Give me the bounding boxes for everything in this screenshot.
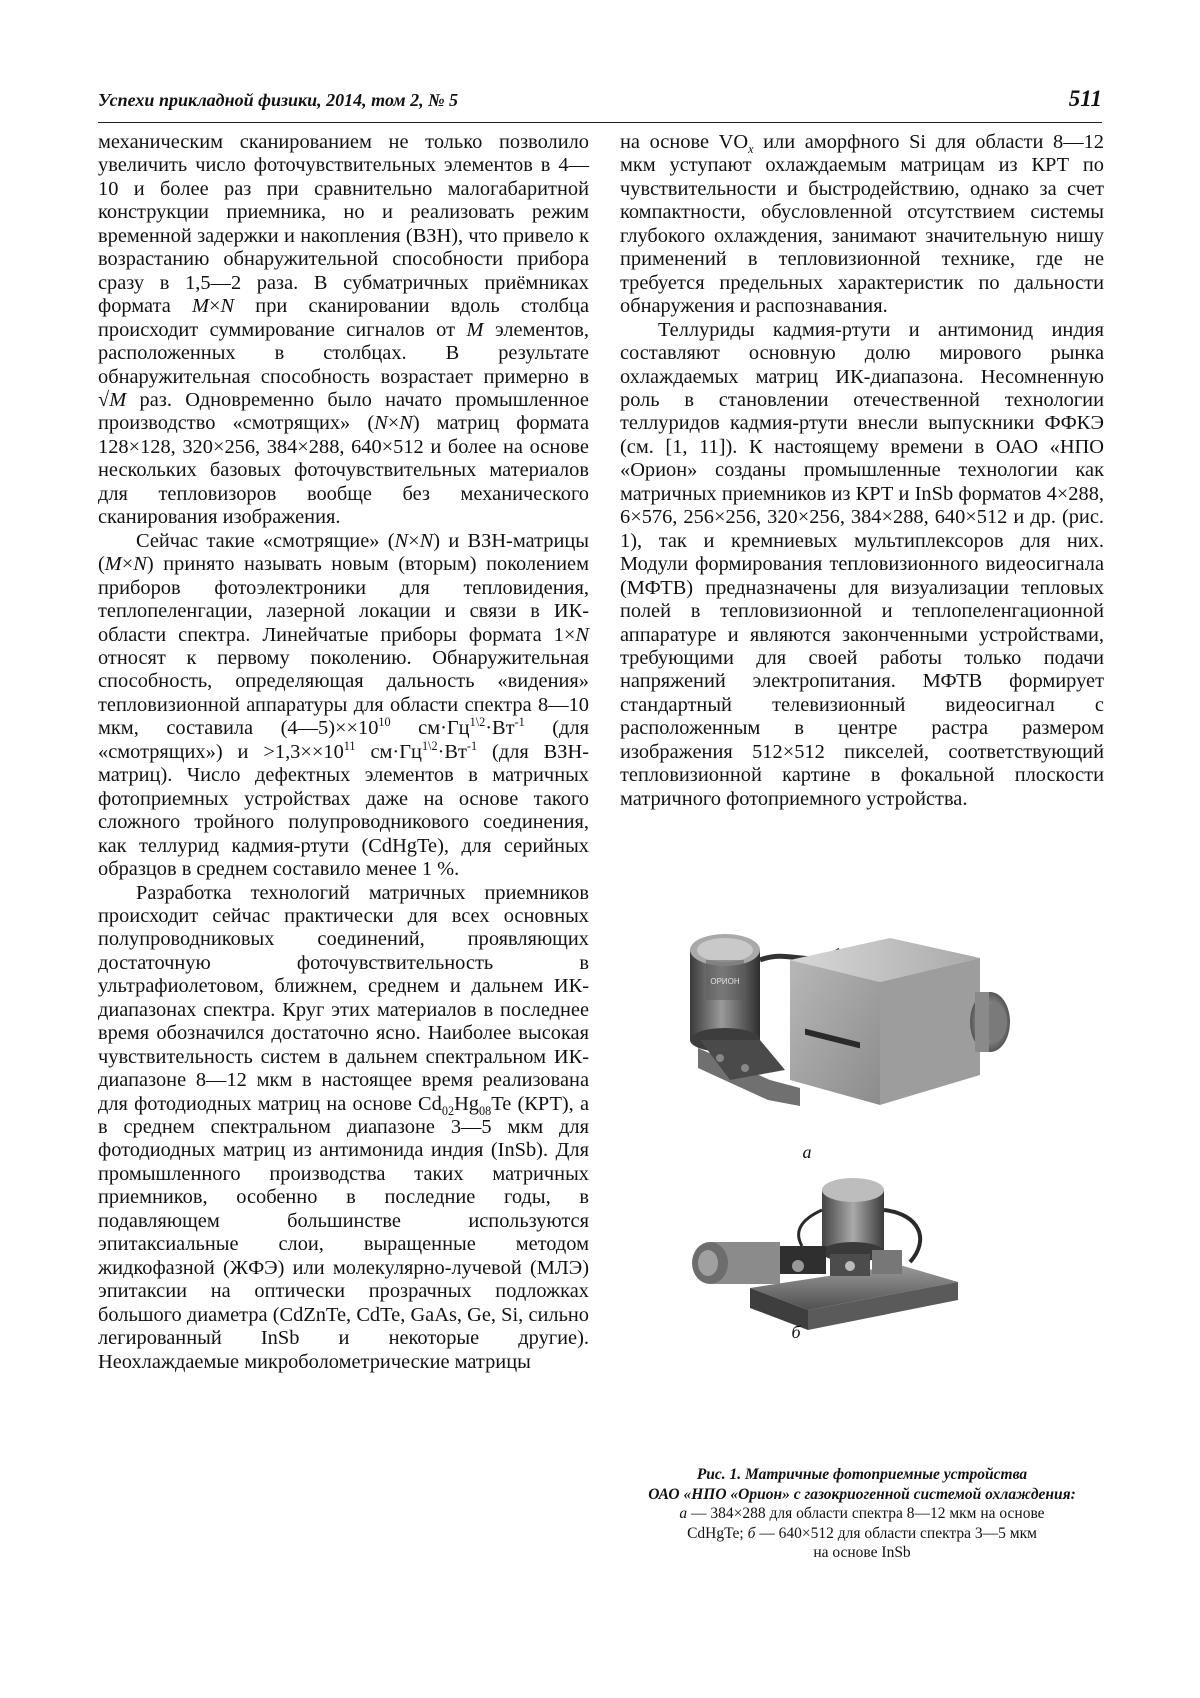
paragraph-left-1: механическим сканированием не только позволило увеличить число фоточувствительных элементов в 4—10 и более раз при сравнительно малогабаритной конструкции приемника, но и реализовать режим временной задержки и накопления (ВЗН), что привело к возрастанию обнаружительной способности прибора сразу в 1,5—2 раза. В субматричных приёмниках формата M×N при сканировании вдоль столбца происходит суммирование сигналов от M элементов, расположенных в столбцах. В результате обнаружительная способность возрастает примерно в √M раз. Одновременно было начато промышленное производство «смотрящих» (N×N) матриц формата 128×128, 320×256, 384×288, 640×512 и более на основе нескольких базовых фоточувствительных материалов для тепловизоров вообще без механического сканирования изображения. [98,131,590,529]
figure-photo-b [690,1170,960,1340]
left-column [98,131,589,1374]
running-header [98,86,1102,116]
page-number: 511 [1068,86,1102,111]
caption-title-line-1: Рис. 1. Матричные фотоприемные устройства [696,1466,1028,1483]
paragraph-left-3: Разработка технологий матричных приемников происходит сейчас практически для всех основных полупроводниковых соединений, проявляющих достаточную фоточувствительность в ультрафиолетовом, ближнем, среднем и дальнем ИК-диапазонах спектра. Круг этих материалов в последнее время обозначился достаточно ясно. Наиболее высокая чувствительность систем в дальнем спектральном ИК-диапазоне 8—12 мкм в настоящее время реализована для фотодиодных матриц на основе $Cd_{02}Hg_{08}Te$ (КРТ), а в среднем спектральном диапазоне 3—5 мкм для фотодиодных матриц из антимонида индия (InSb). Для промышленного производства таких матричных приемников, особенно в последние годы, в подавляющем большинстве используются эпитаксиальные слои, выращенные методом жидкофазной (ЖФЭ) или молекулярно-лучевой (МЛЭ) эпитаксии на оптически прозрачных подложках большого диаметра (CdZnTe, CdTe, GaAs, Ge, Si, сильно легированный InSb и некоторые другие). Неохлаждаемые микроболометрические матрицы [98,881,589,1373]
figure-photo-a [690,930,1020,1130]
caption-desc-line-2: CdHgTe; б — 640×512 для области спектра 3—5 мкм [687,1524,1037,1542]
paragraph-right-2: Теллуриды кадмия-ртути и антимонид индия составляют основную долю мирового рынка охлаждаемых матриц ИК-диапазона. Несомненную роль в становлении отечественной технологии теллуридов кадмия-ртути внесли выпускники ФФКЭ (см. [1, 11]). К настоящему времени в ОАО «НПО «Орион» созданы промышленные технологии как матричных приемников из КРТ и InSb форматов 4×288, 6×576, 256×256, 320×256, 384×288, 640×512 и др. (рис. 1), так и кремниевых мультиплексоров для них. Модули формирования тепловизионного видеосигнала (МФТВ) предназначены для визуализации тепловых полей в тепловизионной и теплопеленгационной аппаратуре и являются законченными устройствами, требующими для своей работы только подачи напряжений электропитания. МФТВ формирует стандартный телевизионный видеосигнал с расположенным в центре растра размером изображения 512×512 пикселей, соответствующий тепловизионной картине в фокальной плоскости матричного фотоприемного устройства. [620,318,1104,810]
caption-title-line-2: ОАО «НПО «Орион» с газокриогенной системой охлаждения: [648,1485,1076,1503]
figure-caption [620,1465,1104,1563]
figure-label-a: а [802,1142,812,1162]
paragraph-left-2: Сейчас такие «смотрящие» (N×N) и ВЗН-матрицы (M×N) принято называть новым (вторым) поколением приборов фотоэлектроники для тепловидения, теплопеленгации, лазерной локации и связи в ИК- области спектра. Линейчатые приборы формата 1×N относят к первому поколению. Обнаружительная способность, определяющая дальность «видения» тепловизионной аппаратуры для области спектра 8—10 мкм, составила $(4—5)\times\times 10^{10}$ $см\cdot Гц^{1\backslash 2}\cdot Вт^{-1}$ (для «смотрящих») $и >1,3\times\times 10^{11}$ $см\cdot Гц^{1\backslash 2}\cdot Вт^{-1}$ (для ВЗН-матриц). Число дефектных элементов в матричных фотоприемных устройствах даже на основе такого сложного тройного полупроводникового соединения, как теллурид кадмия-ртути (CdHgTe), для серийных образцов в среднем составило менее 1 %. [98,529,590,881]
header-rule [98,122,1102,123]
caption-desc-line-1: а — 384×288 для области спектра 8—12 мкм на основе [679,1505,1045,1522]
caption-desc-line-3: на основе InSb [813,1544,911,1561]
right-column [620,131,1104,811]
device-brand-label: ОРИОН [710,977,740,986]
figure-label-b: б [791,1322,801,1342]
paragraph-right-1: на основе $VO_x$ или аморфного Si для области 8—12 мкм уступают охлаждаемым матрицам из КРТ по чувствительности и быстродействию, однако за счет компактности, обусловленной отсутствием системы глубокого охлаждения, занимают значительную нишу применений в тепловизионной технике, где не требуется предельных характеристик по дальности обнаружения и распознавания. [620,131,1105,318]
journal-title: Успехи прикладной физики, 2014, том 2, № 5 [98,90,459,110]
